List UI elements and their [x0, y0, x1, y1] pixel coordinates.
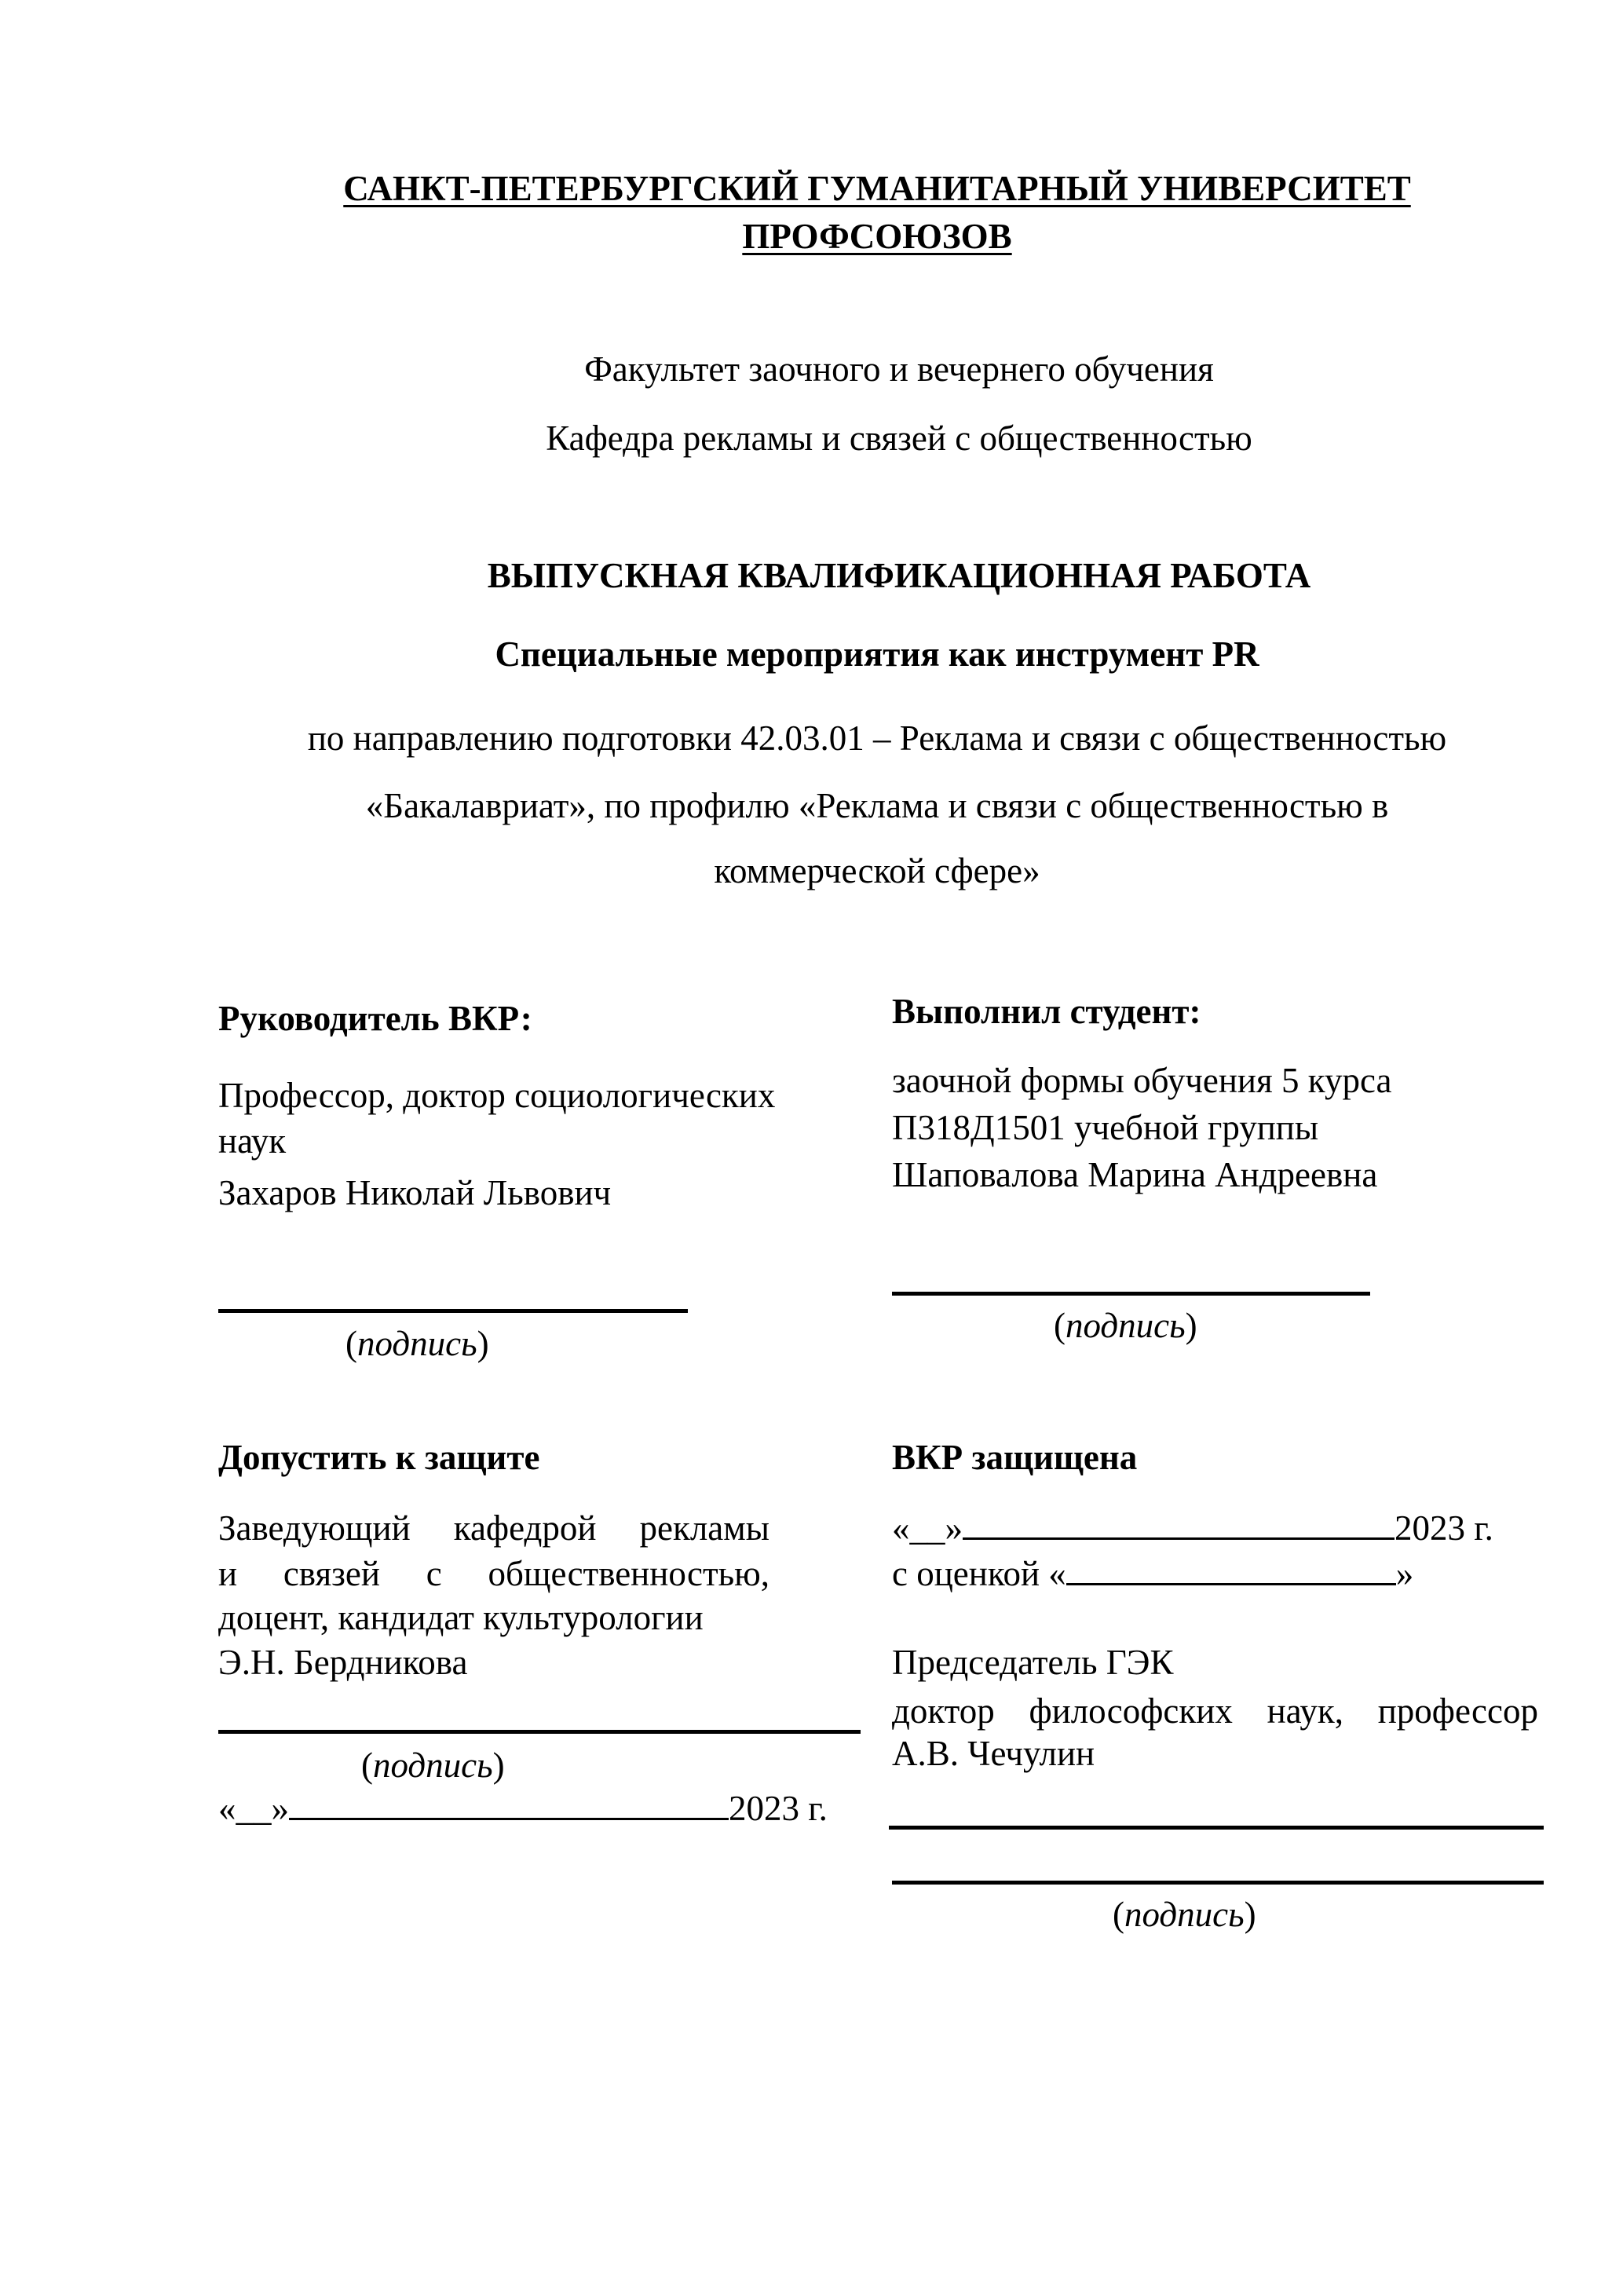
- supervisor-position: Профессор, доктор социологических: [218, 1076, 776, 1115]
- student-form: заочной формы обучения 5 курса: [892, 1061, 1392, 1100]
- date-month-blank: [963, 1537, 1395, 1540]
- chair-signature-label: (подпись): [1113, 1895, 1256, 1934]
- date-month-blank: [289, 1817, 729, 1820]
- student-signature-label: (подпись): [1054, 1306, 1197, 1345]
- defense-heading: ВКР защищена: [892, 1438, 1138, 1477]
- admission-date: [218, 1791, 828, 1826]
- direction-line3: коммерческой сфере»: [714, 851, 1040, 890]
- work-type: ВЫПУСКНАЯ КВАЛИФИКАЦИОННАЯ РАБОТА: [487, 556, 1311, 595]
- university-name-line2: ПРОФСОЮЗОВ: [742, 217, 1012, 256]
- admission-name: Э.Н. Бердникова: [218, 1643, 468, 1682]
- supervisor-signature-label: (подпись): [345, 1324, 489, 1363]
- direction-line1: по направлению подготовки 42.03.01 – Реклама и связи с общественностью: [307, 718, 1447, 758]
- admission-signature-line: [218, 1730, 861, 1734]
- defense-date: [892, 1508, 1493, 1548]
- admission-signature-label: (подпись): [361, 1746, 505, 1785]
- department: Кафедра рекламы и связей с общественностью: [546, 419, 1252, 458]
- supervisor-position-cont: наук: [218, 1121, 287, 1161]
- supervisor-name: Захаров Николай Львович: [218, 1173, 612, 1212]
- work-title: Специальные мероприятия как инструмент PR: [495, 634, 1259, 674]
- date-year: 2023 г.: [729, 1789, 828, 1828]
- signature-label-text: подпись: [1066, 1306, 1186, 1345]
- supervisor-heading: Руководитель ВКР:: [218, 999, 532, 1038]
- university-name-line1: САНКТ-ПЕТЕРБУРГСКИЙ ГУМАНИТАРНЫЙ УНИВЕРСИТЕТ: [343, 169, 1411, 208]
- admission-line2: и связей с общественностью,: [218, 1554, 769, 1593]
- chair-degree: доктор философских наук, профессор: [892, 1691, 1538, 1731]
- direction-line2: «Бакалавриат», по профилю «Реклама и связи с общественностью в: [365, 786, 1389, 825]
- supervisor-signature-line: [218, 1309, 688, 1313]
- date-day-blank: «__»: [218, 1789, 289, 1828]
- signature-label-text: подпись: [1124, 1895, 1245, 1934]
- defense-grade: [892, 1556, 1413, 1592]
- date-year: 2023 г.: [1395, 1508, 1493, 1548]
- admission-heading: Допустить к защите: [218, 1438, 540, 1477]
- student-heading: Выполнил студент:: [892, 992, 1201, 1031]
- signature-label-text: подпись: [373, 1746, 493, 1785]
- chair-signature-line-2: [892, 1881, 1544, 1885]
- date-day-blank: «__»: [892, 1508, 963, 1548]
- admission-line3: доцент, кандидат культурологии: [218, 1598, 704, 1637]
- student-group: П318Д1501 учебной группы: [892, 1108, 1319, 1147]
- faculty: Факультет заочного и вечернего обучения: [584, 349, 1214, 389]
- admission-line1: Заведующий кафедрой рекламы: [218, 1508, 769, 1548]
- student-signature-line: [892, 1292, 1370, 1296]
- chair-signature-line-1: [889, 1826, 1544, 1830]
- grade-blank: [1066, 1582, 1396, 1585]
- student-name: Шаповалова Марина Андреевна: [892, 1155, 1378, 1194]
- chair-name: А.В. Чечулин: [892, 1734, 1095, 1773]
- signature-label-text: подпись: [357, 1324, 477, 1363]
- grade-prefix: с оценкой «: [892, 1554, 1066, 1593]
- grade-suffix: »: [1395, 1554, 1414, 1593]
- chair-title: Председатель ГЭК: [892, 1643, 1174, 1682]
